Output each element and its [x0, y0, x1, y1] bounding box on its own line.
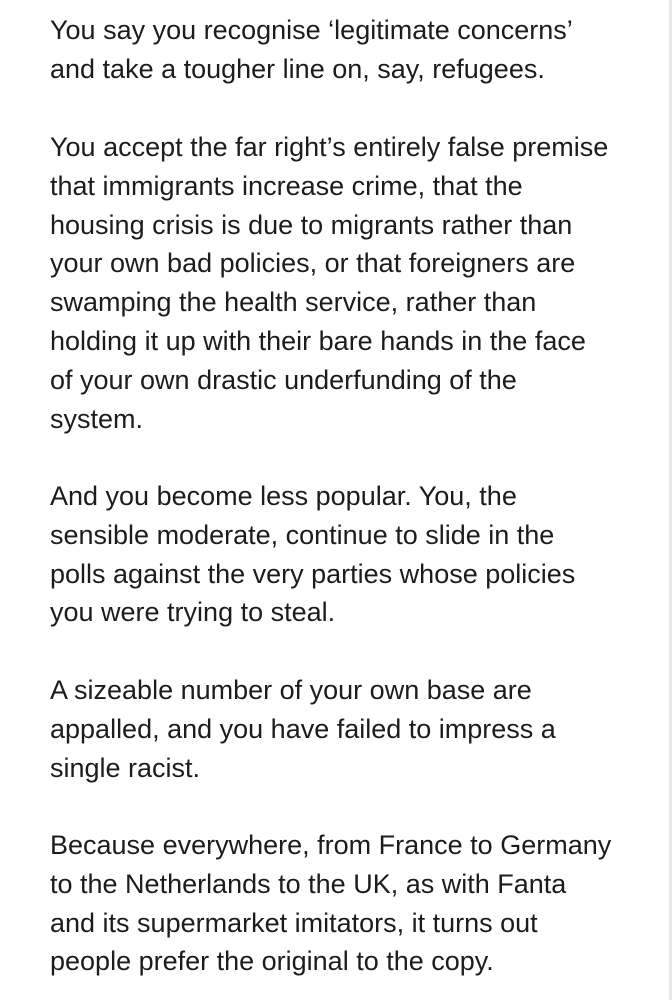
text-line: appalled, and you have failed to impress a — [50, 713, 556, 744]
text-line: sensible moderate, continue to slide in the — [50, 519, 555, 550]
text-line: A sizeable number of your own base are — [50, 675, 532, 705]
paragraph-less-popular — [50, 477, 650, 632]
text-line: to the Netherlands to the UK, as with Fanta — [50, 868, 567, 899]
text-line: your own bad policies, or that foreigners are — [50, 248, 576, 279]
paragraph-base-appalled — [50, 671, 650, 787]
paragraph-legitimate-concerns — [50, 11, 650, 89]
text-line: swamping the health service, rather than — [50, 287, 537, 318]
text-line: polls against the very parties whose policies — [50, 558, 576, 589]
text-line: people prefer the original to the copy. — [50, 946, 494, 977]
text-line: system. — [50, 403, 144, 434]
text-line: and its supermarket imitators, it turns out — [50, 907, 538, 938]
text-line: single racist. — [50, 752, 201, 783]
text-line: You say you recognise ‘legitimate concerns’ — [50, 15, 573, 45]
text-line: that immigrants increase crime, that the — [50, 170, 523, 201]
text-line: You accept the far right’s entirely false premise — [50, 132, 609, 162]
text-line: housing crisis is due to migrants rather than — [50, 209, 573, 240]
text-line: And you become less popular. You, the — [50, 481, 517, 511]
text-line: of your own drastic underfunding of the — [50, 364, 517, 395]
paragraph-original-vs-copy — [50, 826, 650, 981]
paragraph-false-premise — [50, 128, 650, 438]
text-line: and take a tougher line on, say, refugees. — [50, 53, 545, 84]
text-line: Because everywhere, from France to Germany — [50, 830, 612, 860]
text-line: holding it up with their bare hands in the face — [50, 325, 586, 356]
text-line: you were trying to steal. — [50, 597, 336, 628]
